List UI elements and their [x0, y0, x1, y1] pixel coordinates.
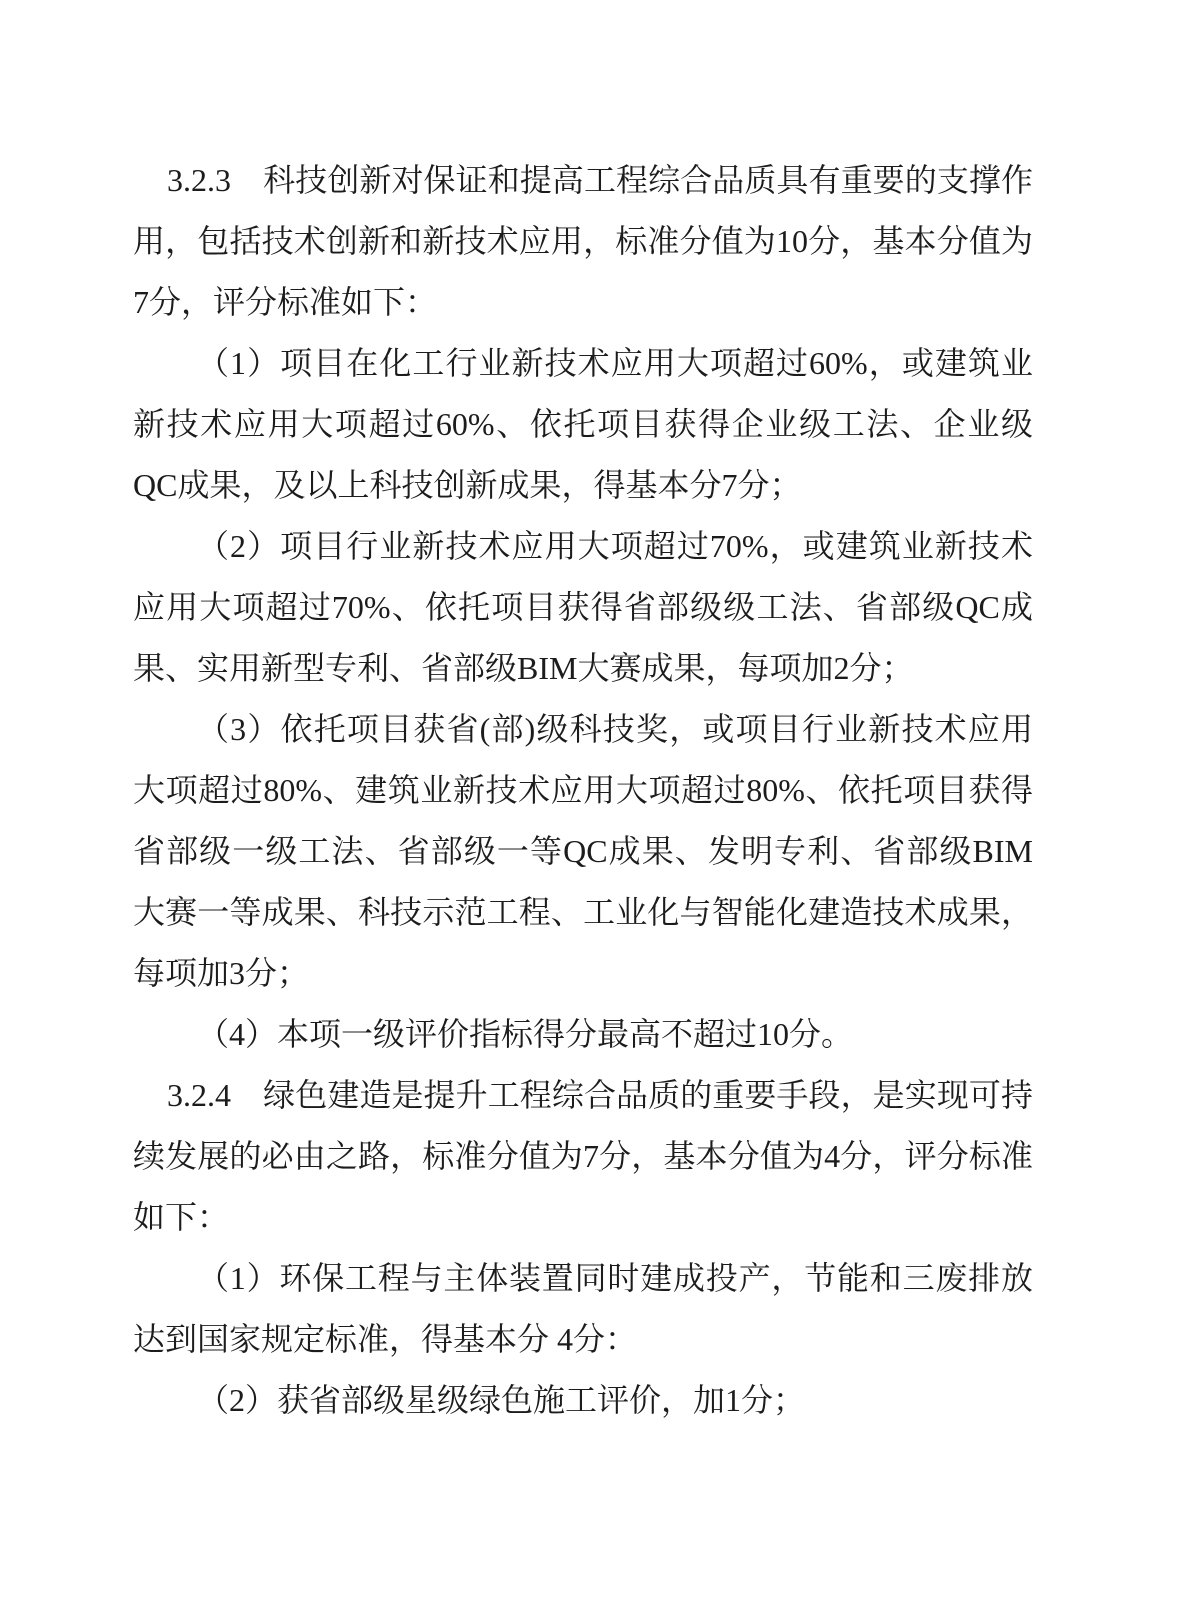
paragraph-section-3-2-3: 3.2.3 科技创新对保证和提高工程综合品质具有重要的支撑作用，包括技术创新和新技术应用，标准分值为10分，基本分值为7分，评分标准如下： — [133, 162, 1033, 320]
paragraph-item-3-2-3-1: （1）项目在化工行业新技术应用大项超过60%，或建筑业新技术应用大项超过60%、依托项目获得企业级工法、企业级QC成果，及以上科技创新成果，得基本分7分； — [133, 345, 1033, 503]
paragraph-section-3-2-4: 3.2.4 绿色建造是提升工程综合品质的重要手段，是实现可持续发展的必由之路，标准分值为7分，基本分值为4分，评分标准如下： — [133, 1077, 1033, 1235]
paragraph-item-3-2-3-4: （4）本项一级评价指标得分最高不超过10分。 — [197, 1016, 854, 1052]
paragraph-item-3-2-4-2: （2）获省部级星级绿色施工评价，加1分； — [197, 1382, 806, 1418]
paragraph-item-3-2-4-1: （1）环保工程与主体装置同时建成投产，节能和三废排放达到国家规定标准，得基本分 4分： — [133, 1260, 1033, 1357]
paragraph-item-3-2-3-3: （3）依托项目获省(部)级科技奖，或项目行业新技术应用大项超过80%、建筑业新技术应用大项超过80%、依托项目获得省部级一级工法、省部级一等QC成果、发明专利、省部级BIM大赛一等成果、科技示范工程、工业化与智能化建造技术成果，每项加3分； — [133, 711, 1033, 991]
paragraph-item-3-2-3-2: （2）项目行业新技术应用大项超过70%，或建筑业新技术应用大项超过70%、依托项目获得省部级级工法、省部级QC成果、实用新型专利、省部级BIM大赛成果，每项加2分； — [133, 528, 1033, 686]
